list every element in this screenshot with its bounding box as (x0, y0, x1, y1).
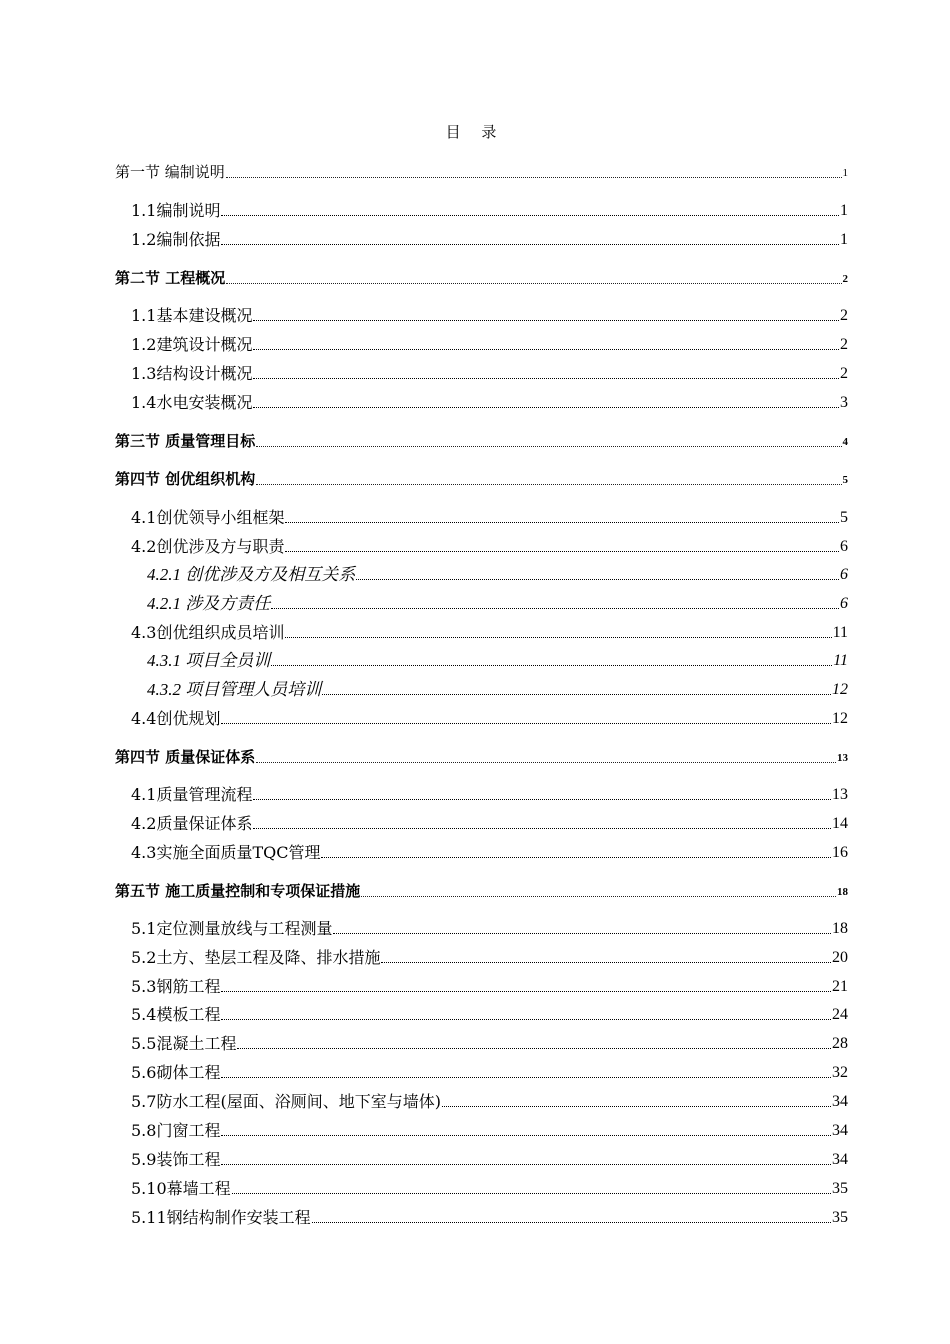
toc-page-number: 2 (840, 336, 848, 353)
dot-leader (221, 243, 839, 245)
toc-entry-text: 4.4创优规划 (131, 709, 221, 728)
dot-leader (256, 761, 836, 763)
toc-entry[interactable] (131, 915, 848, 939)
toc-entry-text: 第四节 质量保证体系 (115, 748, 256, 766)
toc-entry[interactable] (131, 197, 848, 221)
toc-page-number: 18 (837, 886, 848, 898)
dot-leader (226, 176, 842, 178)
toc-entry-section[interactable] (115, 427, 848, 451)
dot-leader (322, 693, 831, 695)
dot-leader (271, 607, 839, 609)
toc-entry-text: 5.1定位测量放线与工程测量 (131, 919, 333, 938)
toc-page-number: 5 (840, 509, 848, 526)
toc-entry-text: 1.2建筑设计概况 (131, 335, 253, 354)
dot-leader (356, 578, 839, 580)
dot-leader (253, 798, 831, 800)
toc-entry-text: 4.2质量保证体系 (131, 814, 253, 833)
toc-page-number: 2 (842, 273, 848, 285)
toc-entry-text: 5.6砌体工程 (131, 1063, 221, 1082)
toc-entry[interactable] (131, 360, 848, 384)
dot-leader (253, 406, 839, 408)
toc-entry-text: 第一节 编制说明 (115, 163, 225, 181)
toc-entry-section[interactable] (115, 743, 848, 767)
toc-entry-text: 4.3创优组织成员培训 (131, 623, 285, 642)
toc-entry-subsub[interactable] (147, 590, 848, 614)
toc-entry-text: 5.7防水工程(屋面、浴厕间、地下室与墙体) (131, 1092, 441, 1111)
toc-entry-text: 第三节 质量管理目标 (115, 432, 256, 450)
dot-leader (226, 282, 841, 284)
toc-entry-subsub[interactable] (147, 647, 848, 671)
toc-page-number: 12 (832, 681, 848, 698)
toc-entry-subsub[interactable] (147, 676, 848, 700)
toc-entry-text: 4.3.1 项目全员训 (147, 651, 271, 670)
toc-page-number: 1 (842, 167, 848, 179)
toc-page-number: 12 (832, 710, 848, 727)
dot-leader (253, 348, 839, 350)
toc-entry[interactable] (131, 944, 848, 968)
toc-entry[interactable] (131, 973, 848, 997)
toc-page-number: 1 (840, 231, 848, 248)
toc-page-number: 5 (842, 474, 848, 486)
toc-entry-section[interactable] (115, 465, 848, 489)
toc-entry-section[interactable] (115, 877, 848, 901)
toc-page-number: 34 (832, 1122, 848, 1139)
toc-entry[interactable] (131, 331, 848, 355)
toc-entry[interactable] (131, 1059, 848, 1083)
toc-page-number: 11 (833, 652, 848, 669)
toc-page-number: 2 (840, 307, 848, 324)
toc-entry-text: 5.8门窗工程 (131, 1121, 221, 1140)
toc-page-number: 11 (832, 624, 848, 641)
toc-title: 目 录 (445, 123, 505, 141)
dot-leader (253, 827, 831, 829)
toc-entry[interactable] (131, 781, 848, 805)
toc-entry[interactable] (131, 504, 848, 528)
toc-entry-text: 5.2土方、垫层工程及降、排水措施 (131, 948, 381, 967)
dot-leader (381, 961, 831, 963)
toc-entry[interactable] (131, 1175, 848, 1199)
toc-entry[interactable] (131, 1117, 848, 1141)
toc-entry-text: 4.1质量管理流程 (131, 785, 253, 804)
toc-entry-text: 第五节 施工质量控制和专项保证措施 (115, 882, 361, 900)
toc-page-number: 16 (832, 844, 848, 861)
toc-entry-section[interactable] (115, 158, 848, 182)
toc-page-number: 3 (840, 394, 848, 411)
toc-page-number: 35 (832, 1180, 848, 1197)
toc-entry-subsub[interactable] (147, 561, 848, 585)
dot-leader (256, 483, 841, 485)
toc-entry[interactable] (131, 389, 848, 413)
toc-entry[interactable] (131, 1146, 848, 1170)
toc-page-number: 6 (840, 595, 848, 612)
toc-page-number: 20 (832, 949, 848, 966)
toc-page-number: 24 (832, 1006, 848, 1023)
toc-entry[interactable] (131, 533, 848, 557)
dot-leader (221, 214, 839, 216)
toc-page-number: 6 (840, 538, 848, 555)
toc-entry-text: 5.3钢筋工程 (131, 977, 221, 996)
dot-leader (256, 445, 841, 447)
toc-entry-text: 4.2.1 创优涉及方及相互关系 (147, 565, 356, 584)
dot-leader (253, 377, 839, 379)
toc-entry[interactable] (131, 1204, 848, 1228)
toc-entry-text: 4.3.2 项目管理人员培训 (147, 680, 322, 699)
toc-entry-text: 第二节 工程概况 (115, 269, 226, 287)
dot-leader (237, 1047, 831, 1049)
toc-page-number: 18 (832, 920, 848, 937)
dot-leader (333, 932, 831, 934)
toc-entry-text: 1.2编制依据 (131, 230, 221, 249)
toc-entry-text: 5.5混凝土工程 (131, 1034, 237, 1053)
toc-entry-text: 1.1基本建设概况 (131, 306, 253, 325)
toc-page-number: 21 (832, 978, 848, 995)
toc-page-number: 4 (842, 436, 848, 448)
dot-leader (285, 636, 831, 638)
dot-leader (321, 856, 831, 858)
toc-page-number: 14 (832, 815, 848, 832)
dot-leader (442, 1105, 831, 1107)
dot-leader (232, 1192, 831, 1194)
toc-entry[interactable] (131, 705, 848, 729)
toc-page-number: 28 (832, 1035, 848, 1052)
toc-entry-text: 第四节 创优组织机构 (115, 470, 256, 488)
toc-entry[interactable] (131, 1030, 848, 1054)
toc-entry-text: 5.11钢结构制作安装工程 (131, 1208, 311, 1227)
toc-entry-text: 5.10幕墙工程 (131, 1179, 231, 1198)
toc-page-number: 13 (837, 752, 848, 764)
dot-leader (312, 1221, 831, 1223)
toc-page-number: 34 (832, 1151, 848, 1168)
toc-entry[interactable] (131, 839, 848, 863)
toc-entry-text: 5.9装饰工程 (131, 1150, 221, 1169)
toc-entry-text: 4.2.1 涉及方责任 (147, 594, 271, 613)
toc-entry[interactable] (131, 619, 848, 643)
toc-page-number: 6 (840, 566, 848, 583)
toc-page-number: 34 (832, 1093, 848, 1110)
dot-leader (285, 550, 839, 552)
toc-page-number: 13 (832, 786, 848, 803)
toc-page-number: 1 (840, 202, 848, 219)
toc-entry-section[interactable] (115, 264, 848, 288)
toc-entry-text: 4.2创优涉及方与职责 (131, 537, 285, 556)
toc-page-number: 32 (832, 1064, 848, 1081)
toc-entry-text: 1.3结构设计概况 (131, 364, 253, 383)
toc-entry-text: 4.3实施全面质量TQC管理 (131, 843, 321, 862)
toc-page-number: 2 (840, 365, 848, 382)
toc-entry-text: 1.4水电安装概况 (131, 393, 253, 412)
dot-leader (221, 1134, 831, 1136)
toc-entry[interactable] (131, 1088, 848, 1112)
dot-leader (221, 1018, 831, 1020)
toc-entry-text: 1.1编制说明 (131, 201, 221, 220)
toc-entry-text: 4.1创优领导小组框架 (131, 508, 285, 527)
toc-entry[interactable] (131, 1001, 848, 1025)
dot-leader (285, 521, 839, 523)
dot-leader (271, 664, 832, 666)
toc-entry-text: 5.4模板工程 (131, 1005, 221, 1024)
dot-leader (361, 895, 836, 897)
dot-leader (253, 319, 839, 321)
dot-leader (221, 1163, 831, 1165)
toc-entry[interactable] (131, 302, 848, 326)
toc-entry[interactable] (131, 226, 848, 250)
dot-leader (221, 990, 831, 992)
dot-leader (221, 722, 831, 724)
toc-entry[interactable] (131, 810, 848, 834)
toc-page-number: 35 (832, 1209, 848, 1226)
dot-leader (221, 1076, 831, 1078)
